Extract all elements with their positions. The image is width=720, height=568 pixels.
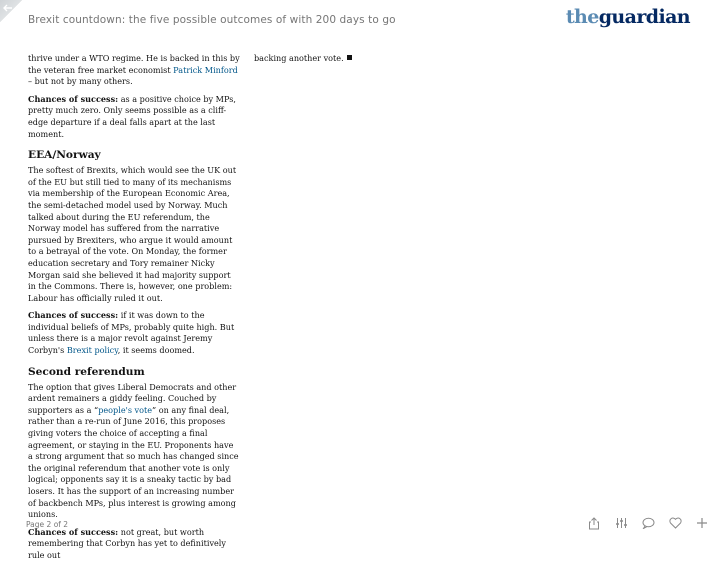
page-indicator: Page 2 of 2	[26, 520, 69, 529]
section-heading-eea-norway: EEA/Norway	[28, 149, 101, 162]
paragraph: backing another vote.	[254, 53, 454, 65]
heart-icon[interactable]	[667, 515, 683, 531]
link-brexit-policy[interactable]: Brexit policy	[66, 345, 118, 356]
end-of-article-marker	[347, 55, 352, 60]
guardian-logo[interactable]: theguardian	[565, 6, 690, 28]
back-arrow-icon	[2, 2, 14, 14]
section-heading-second-referendum: Second referendum	[28, 365, 145, 378]
comment-icon[interactable]	[640, 515, 656, 531]
article-header-title: Brexit countdown: the five possible outcomes of with 200 days to go	[28, 14, 396, 26]
share-icon[interactable]	[586, 515, 602, 531]
paragraph: Chances of success: not great, but worth remembering that Corbyn has yet to definitively rule out	[28, 526, 226, 560]
bottom-toolbar	[586, 515, 710, 531]
paragraph: The option that gives Liberal Democrats and other ardent remainers a giddy feeling. Couched by supporters as a “people's vote” on any final deal, rather than a re-run of June 2016, this proposes giving voters the choice of accepting a final agreement, or staying in the EU. Proponents have a strong argument that so much has changed since the original referendum that another vote is only logical; opponents say it is a sneaky tactic by bad losers. It has the support of an increasing number of backbench MPs, plus interest is growing among unions.	[28, 381, 239, 520]
paragraph: Chances of success: if it was down to the individual beliefs of MPs, probably quite high. But unless there is a major revolt against Jeremy Corbyn's Brexit policy, it seems doomed.	[28, 310, 235, 356]
paragraph: thrive under a WTO regime. He is backed in this by the veteran free market economist Patrick Minford – but not by many others.	[28, 53, 240, 87]
link-patrick-minford[interactable]: Patrick Minford	[173, 64, 238, 75]
article-right-column	[254, 53, 454, 71]
link-peoples-vote[interactable]: people's vote	[98, 404, 153, 415]
back-corner-button[interactable]	[0, 0, 22, 22]
paragraph: The softest of Brexits, which would see the UK out of the EU but still tied to many of its mechanisms via membership of the European Economic Area, the semi-detached model used by Norway. Much talked about during the EU referendum, the Norway model has suffered from the narrative pursued by Brexiters, who argue it would amount to a betrayal of the vote. On Monday, the former education secretary and Tory remainer Nicky Morgan said she believed it had majority support in the Commons. There is, however, one problem: Labour has officially ruled it out.	[28, 165, 237, 303]
settings-icon[interactable]	[613, 515, 629, 531]
article-left-column	[28, 53, 240, 568]
paragraph: Chances of success: as a positive choice by MPs, pretty much zero. Only seems possible as a cliff-edge departure if a deal falls apart at the last moment.	[28, 93, 236, 139]
plus-icon[interactable]	[694, 515, 710, 531]
